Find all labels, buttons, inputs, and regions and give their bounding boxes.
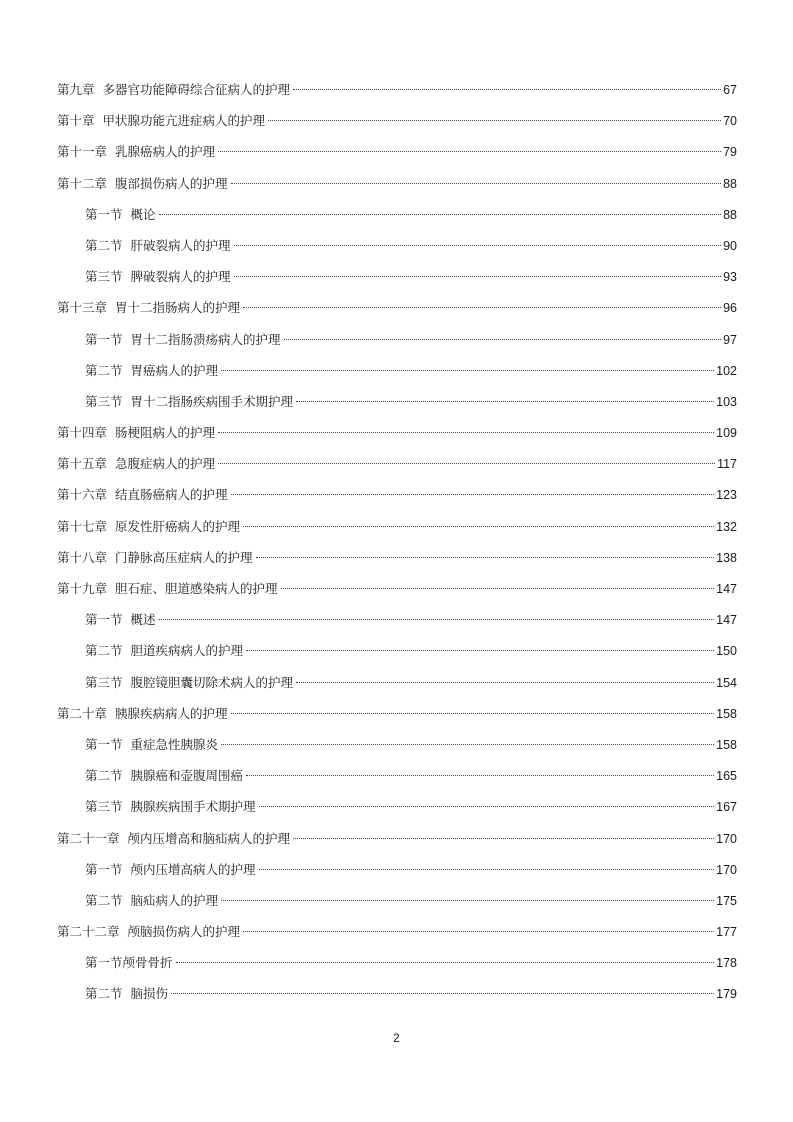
toc-entry-number: 第二十一章: [57, 830, 120, 846]
toc-section-entry[interactable]: [57, 203, 737, 234]
toc-entry-title: 重症急性胰腺炎: [130, 736, 219, 752]
dot-leader: [293, 89, 721, 90]
toc-entry-label: [85, 203, 156, 227]
toc-entry-page: 147: [716, 582, 737, 596]
dot-leader: [218, 432, 714, 433]
toc-entry-title: 胆石症、胆道感染病人的护理: [115, 581, 278, 596]
toc-entry-page: 158: [716, 737, 737, 752]
dot-leader: [176, 962, 715, 963]
toc-entry-page: 179: [716, 987, 737, 1002]
toc-section-entry[interactable]: [57, 390, 737, 421]
toc-chapter-entry[interactable]: [57, 577, 737, 608]
page-number: 2: [393, 1033, 400, 1045]
toc-entry-page: 138: [716, 550, 737, 565]
dot-leader: [234, 276, 722, 277]
toc-entry-label: [85, 328, 281, 352]
toc-entry-number: 第一节颅骨骨折: [85, 955, 173, 971]
toc-entry-number: 第三节: [85, 393, 123, 409]
toc-entry-page: 88: [723, 176, 737, 191]
toc-entry-title: 胰腺疾病围手术期护理: [130, 799, 256, 815]
dot-leader: [221, 370, 714, 371]
toc-entry-title: 颅内压增高和脑疝病人的护理: [127, 830, 291, 846]
toc-entry-title: 腹腔镜胆囊切除术病人的护理: [130, 674, 294, 690]
toc-section-entry[interactable]: [57, 764, 737, 795]
toc-entry-label: [57, 296, 240, 320]
dot-leader: [256, 557, 715, 558]
toc-entry-title: 结直肠癌病人的护理: [115, 487, 228, 503]
toc-entry-number: 第一节: [85, 736, 123, 752]
toc-entry-page: 67: [723, 83, 737, 97]
toc-entry-label: [57, 483, 228, 507]
toc-entry-label: [85, 265, 231, 289]
toc-chapter-entry[interactable]: [57, 172, 737, 203]
toc-section-entry[interactable]: [57, 733, 737, 764]
toc-section-entry[interactable]: [57, 234, 737, 265]
toc-entry-page: 158: [716, 706, 737, 721]
dot-leader: [296, 401, 714, 402]
dot-leader: [293, 838, 714, 839]
toc-section-entry[interactable]: [57, 265, 737, 296]
dot-leader: [259, 806, 715, 807]
toc-entry-title: 多器官功能障碍综合征病人的护理: [102, 82, 291, 97]
toc-section-entry[interactable]: [57, 889, 737, 920]
toc-section-entry[interactable]: [57, 359, 737, 390]
toc-entry-page: 103: [716, 394, 737, 409]
toc-entry-number: 第三节: [85, 674, 123, 690]
toc-entry-label: [85, 390, 293, 414]
toc-entry-title: 胃十二指肠疾病围手术期护理: [130, 393, 294, 409]
toc-entry-number: 第十八章: [57, 549, 108, 565]
dot-leader: [159, 214, 722, 215]
dot-leader: [243, 307, 721, 308]
toc-entry-label: [85, 608, 156, 632]
toc-entry-page: 97: [723, 332, 737, 347]
dot-leader: [159, 619, 715, 620]
toc-entry-page: 96: [723, 301, 737, 316]
toc-entry-page: 177: [716, 925, 737, 940]
toc-entry-page: 123: [716, 488, 737, 503]
toc-entry-title: 脑疝病人的护理: [130, 892, 219, 908]
toc-chapter-entry[interactable]: [57, 140, 737, 171]
dot-leader: [268, 120, 721, 121]
toc-section-entry[interactable]: [57, 608, 737, 639]
toc-entry-label: [85, 234, 231, 258]
dot-leader: [221, 900, 714, 901]
toc-chapter-entry[interactable]: [57, 78, 737, 109]
toc-entry-title: 腹部损伤病人的护理: [115, 175, 228, 191]
toc-entry-number: 第十四章: [57, 425, 108, 441]
toc-entry-title: 胆道疾病病人的护理: [130, 643, 244, 659]
toc-entry-page: 132: [716, 519, 737, 534]
toc-entry-title: 甲状腺功能亢进症病人的护理: [102, 113, 266, 129]
toc-entry-number: 第二节: [85, 362, 123, 378]
toc-entry-title: 颅内压增高病人的护理: [130, 861, 256, 877]
toc-section-entry[interactable]: [57, 858, 737, 889]
toc-chapter-entry[interactable]: [57, 109, 737, 140]
toc-entry-number: 第三节: [85, 269, 123, 285]
toc-entry-label: [57, 78, 290, 102]
dot-leader: [243, 526, 714, 527]
toc-entry-label: [57, 140, 215, 164]
toc-entry-label: [85, 795, 256, 819]
toc-entry-title: 脑损伤: [130, 986, 169, 1002]
dot-leader: [231, 713, 715, 714]
toc-entry-page: 147: [716, 613, 737, 628]
dot-leader: [284, 339, 722, 340]
toc-chapter-entry[interactable]: [57, 546, 737, 577]
toc-entry-title: 概论: [130, 206, 156, 222]
toc-entry-page: 117: [717, 457, 737, 472]
toc-entry-number: 第十章: [57, 113, 95, 129]
toc-chapter-entry[interactable]: [57, 483, 737, 514]
toc-entry-number: 第十五章: [57, 456, 108, 472]
toc-entry-label: [57, 546, 253, 570]
toc-entry-number: 第十九章: [57, 581, 108, 596]
toc-chapter-entry[interactable]: [57, 452, 737, 483]
toc-entry-page: 165: [716, 769, 737, 784]
toc-entry-number: 第一节: [85, 331, 123, 347]
toc-chapter-entry[interactable]: [57, 515, 737, 546]
toc-entry-page: 102: [716, 363, 737, 378]
toc-entry-label: [85, 764, 243, 788]
toc-entry-page: 70: [723, 114, 737, 129]
toc-entry-label: [57, 577, 278, 601]
toc-section-entry[interactable]: [57, 671, 737, 702]
toc-entry-label: [57, 920, 240, 944]
toc-section-entry[interactable]: [57, 951, 737, 982]
toc-entry-number: 第十六章: [57, 487, 108, 503]
dot-leader: [218, 463, 715, 464]
toc-entry-title: 门静脉高压症病人的护理: [115, 549, 253, 565]
toc-section-entry[interactable]: [57, 982, 737, 1013]
toc-entry-page: 93: [723, 270, 737, 285]
dot-leader: [296, 682, 714, 683]
dot-leader: [246, 775, 714, 776]
toc-entry-label: [85, 359, 218, 383]
dot-leader: [234, 245, 722, 246]
toc-chapter-entry[interactable]: [57, 702, 737, 733]
dot-leader: [221, 744, 714, 745]
toc-entry-page: 90: [723, 238, 737, 253]
toc-entry-number: 第十二章: [57, 175, 108, 191]
dot-leader: [231, 494, 715, 495]
toc-entry-label: [57, 827, 290, 851]
toc-entry-page: 79: [723, 145, 737, 160]
table-of-contents: [57, 78, 737, 1014]
toc-entry-number: 第一节: [85, 206, 123, 222]
toc-entry-title: 肠梗阻病人的护理: [115, 425, 216, 441]
dot-leader: [171, 993, 714, 994]
toc-entry-number: 第二节: [85, 892, 123, 908]
toc-entry-title: 概述: [130, 612, 156, 628]
toc-entry-title: 胃十二指肠溃疡病人的护理: [130, 331, 281, 347]
toc-entry-title: 乳腺癌病人的护理: [115, 144, 216, 160]
dot-leader: [218, 151, 721, 152]
toc-entry-title: 胰腺疾病病人的护理: [115, 705, 228, 721]
toc-chapter-entry[interactable]: [57, 827, 737, 858]
toc-section-entry[interactable]: [57, 328, 737, 359]
toc-entry-number: 第十一章: [57, 144, 108, 160]
toc-entry-page: 178: [716, 956, 737, 971]
toc-chapter-entry[interactable]: [57, 920, 737, 951]
toc-entry-number: 第一节: [85, 612, 123, 628]
toc-entry-label: [85, 889, 218, 913]
toc-entry-number: 第二节: [85, 643, 123, 659]
toc-entry-title: 急腹症病人的护理: [115, 456, 216, 472]
toc-entry-page: 175: [716, 893, 737, 908]
toc-entry-page: 167: [716, 800, 737, 815]
toc-entry-title: 肝破裂病人的护理: [130, 237, 231, 253]
toc-chapter-entry[interactable]: [57, 296, 737, 327]
dot-leader: [259, 869, 715, 870]
toc-entry-title: 胰腺癌和壶腹周围癌: [130, 768, 244, 784]
dot-leader: [246, 650, 714, 651]
toc-entry-number: 第十三章: [57, 300, 108, 316]
toc-entry-title: 胃癌病人的护理: [130, 362, 219, 378]
toc-entry-page: 170: [716, 831, 737, 846]
toc-chapter-entry[interactable]: [57, 421, 737, 452]
toc-section-entry[interactable]: [57, 639, 737, 670]
toc-entry-page: 150: [716, 644, 737, 659]
toc-section-entry[interactable]: [57, 795, 737, 826]
dot-leader: [231, 183, 722, 184]
toc-entry-title: 脾破裂病人的护理: [130, 269, 231, 285]
toc-entry-number: 第一节: [85, 861, 123, 877]
toc-entry-number: 第二十二章: [57, 924, 120, 940]
toc-entry-number: 第九章: [57, 82, 95, 97]
toc-entry-page: 109: [716, 426, 737, 441]
toc-entry-label: [57, 109, 265, 133]
toc-entry-number: 第二节: [85, 768, 123, 784]
toc-entry-label: [85, 639, 243, 663]
toc-entry-number: 第二十章: [57, 705, 108, 721]
toc-entry-label: [85, 951, 173, 975]
toc-entry-title: 原发性肝癌病人的护理: [115, 518, 241, 534]
toc-entry-label: [57, 421, 215, 445]
dot-leader: [243, 931, 714, 932]
toc-entry-label: [57, 452, 215, 476]
toc-entry-label: [85, 671, 293, 695]
toc-entry-number: 第三节: [85, 799, 123, 815]
toc-entry-label: [57, 515, 240, 539]
toc-entry-label: [57, 172, 228, 196]
toc-entry-number: 第十七章: [57, 518, 108, 534]
toc-entry-label: [85, 982, 168, 1006]
toc-entry-title: 颅脑损伤病人的护理: [127, 924, 241, 940]
toc-entry-title: 胃十二指肠病人的护理: [115, 300, 241, 316]
dot-leader: [281, 588, 715, 589]
toc-entry-page: 88: [723, 207, 737, 222]
toc-entry-page: 154: [716, 675, 737, 690]
toc-entry-label: [85, 858, 256, 882]
toc-entry-number: 第二节: [85, 237, 123, 253]
toc-entry-label: [85, 733, 218, 757]
toc-entry-label: [57, 702, 228, 726]
toc-entry-number: 第二节: [85, 986, 123, 1002]
toc-entry-page: 170: [716, 862, 737, 877]
